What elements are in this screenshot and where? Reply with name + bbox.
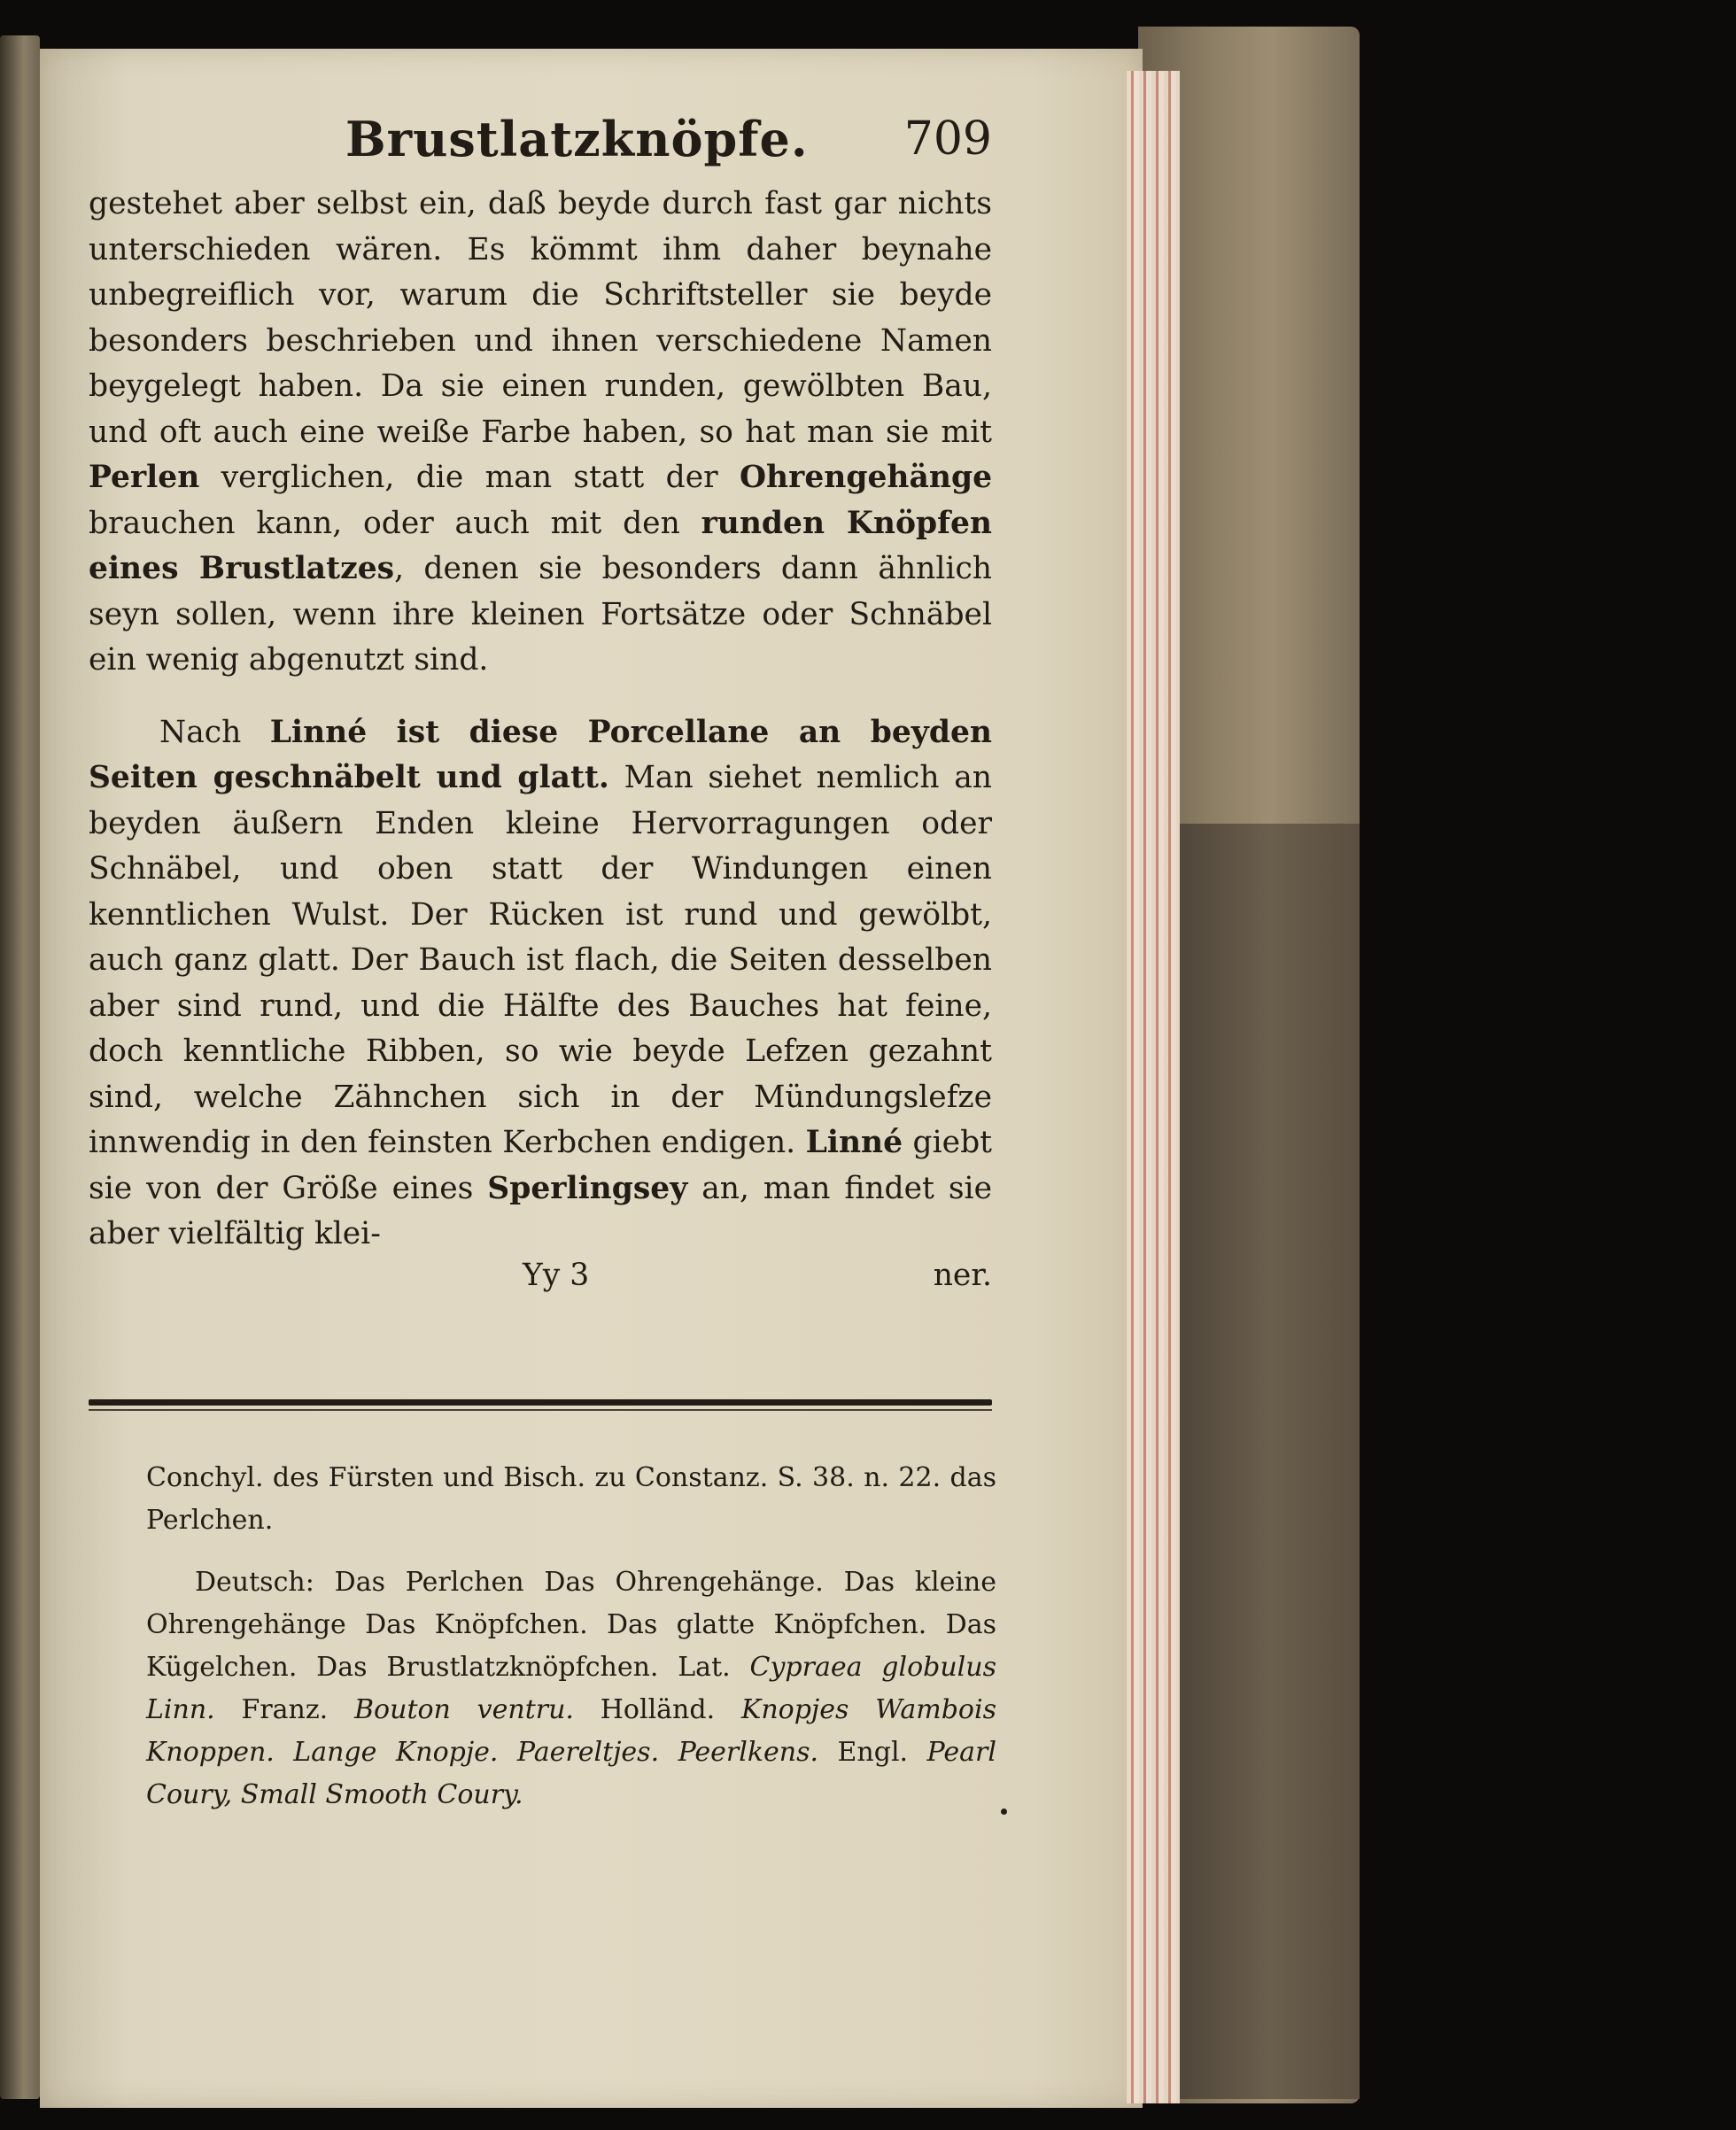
term-perlen: Perlen — [89, 460, 200, 495]
term-ohrengehange: Ohrengehänge — [740, 460, 993, 495]
french-name: Bouton ventru. — [354, 1694, 574, 1725]
facing-page-edge — [0, 35, 40, 2099]
book-cover-shadow — [1178, 824, 1360, 2099]
footnotes — [146, 1457, 996, 1816]
page-header — [89, 111, 992, 182]
main-text — [89, 111, 992, 1304]
running-title: Brustlatzknöpfe. — [345, 111, 809, 167]
footnote-rule-thin — [89, 1409, 992, 1411]
catchword: ner. — [933, 1257, 992, 1293]
term-sperlingsey: Sperlingsey — [487, 1170, 688, 1206]
ink-dot — [1001, 1809, 1007, 1815]
term-runden-knopfen: runden Knöpfen eines Brustlatzes — [89, 505, 993, 586]
page-edges — [1127, 71, 1180, 2103]
footnote-1: Conchyl. des Fürsten und Bisch. zu Constanz. S. 38. n. 22. das Perlchen. — [146, 1462, 996, 1536]
paragraph-2: Nach Linné ist diese Porcellane an beyden Seiten geschnäbelt und glatt. Man siehet nemlich an beyden äußern Enden kleine Hervorragungen oder Schnäbel, und oben statt der Windungen einen kenntlichen Wulst. Der Rücken ist rund und gewölbt, auch ganz glatt. Der Bauch ist flach, die Seiten desselben aber sind rund, und die Hälfte des Bauches hat feine, doch kenntliche Ribben, so wie beyde Lefzen gezahnt sind, welche Zähnchen sich in der Mündungslefze innwendig in den feinsten Kerbchen endigen. Linné giebt sie von der Größe eines Sperlingsey an, man findet sie aber vielfältig klei- — [89, 714, 993, 1251]
paragraph-1: gestehet aber selbst ein, daß beyde durch fast gar nichts unterschieden wären. Es kömmt ihm daher beynahe unbegreiflich vor, warum die Schriftsteller sie beyde besonders beschrieben und ihnen verschiedene Namen beygelegt haben. Da sie einen runden, gewölbten Bau, und oft auch eine weiße Farbe haben, so hat man sie mit Perlen verglichen, die man statt der Ohrengehänge brauchen kann, oder auch mit den runden Knöpfen eines Brustlatzes, denen sie besonders dann ähnlich seyn sollen, wenn ihre kleinen Fortsätze oder Schnäbel ein wenig abgenutzt sind. — [89, 186, 993, 678]
footnote-2: Deutsch: Das Perlchen Das Ohrengehänge. Das kleine Ohrengehänge Das Knöpfchen. Das glatte Knöpfchen. Das Kügelchen. Das Brustlatzknöpfchen. Lat. Cypraea globulus Linn. Franz. Bouton ventru. Holländ. Knopjes Wambois Knoppen. Lange Knopje. Paereltjes. Peerlkens. Engl. Pearl Coury, Small Smooth Coury. — [146, 1567, 996, 1810]
signature-mark: Yy 3 — [523, 1257, 590, 1293]
signature-line — [89, 1258, 992, 1304]
term-linne: Linné — [805, 1125, 903, 1160]
latin-name: Cypraea globulus Linn. — [146, 1652, 996, 1725]
english-names: Pearl Coury, Small Smooth Coury. — [146, 1737, 996, 1810]
dutch-names: Knopjes Wambois Knoppen. Lange Knopje. Paereltjes. Peerlkens. — [146, 1694, 996, 1768]
linne-statement: Linné ist diese Porcellane an beyden Seiten geschnäbelt und glatt. — [89, 714, 992, 795]
page-number: 709 — [903, 112, 992, 166]
footnote-rule — [89, 1399, 992, 1406]
